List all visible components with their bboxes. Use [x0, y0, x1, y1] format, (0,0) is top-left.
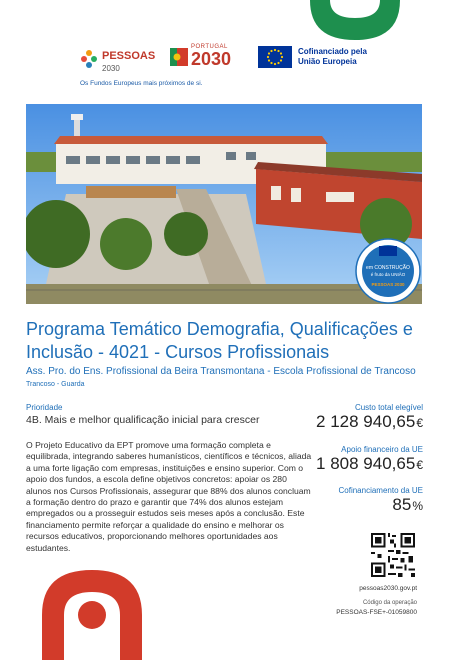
badge-line3: PESSOAS 2030	[371, 282, 405, 287]
eu-support-amount: 1 808 940,65	[316, 454, 416, 473]
portugal-logo-label: PORTUGAL	[191, 44, 228, 50]
eu-cofinancing-label: Cofinanciamento da UE	[338, 486, 423, 495]
pessoas-logo-name: PESSOAS	[102, 50, 156, 62]
portugal-flag-icon	[170, 46, 188, 68]
portugal-logo-year: 2030	[191, 49, 232, 69]
badge-line2: é fruto da UNIÃO	[370, 272, 406, 277]
website-link[interactable]: pessoas2030.gov.pt	[359, 585, 417, 592]
eu-support-label: Apoio financeiro da UE	[341, 445, 423, 454]
eu-flag-icon	[258, 46, 292, 68]
eu-support-currency: €	[416, 458, 423, 472]
tagline: Os Fundos Europeus mais próximos de si.	[80, 80, 203, 87]
operation-code-label: Código da operação	[362, 600, 417, 606]
decorative-green-shape	[300, 0, 410, 50]
eligible-cost-label: Custo total elegível	[354, 403, 423, 412]
pessoas-symbol-icon	[80, 49, 98, 71]
eu-cofinanced-logo	[258, 46, 367, 68]
eligible-cost-currency: €	[416, 416, 423, 430]
eu-cofinancing-value	[392, 495, 423, 515]
operation-code: PESSOAS-FSE+-01059800	[336, 609, 417, 616]
pessoas-logo-year: 2030	[102, 64, 120, 73]
priority-label: Prioridade	[26, 403, 63, 412]
pessoas2030-logo	[80, 46, 155, 73]
page-title: Programa Temático Demografia, Qualificações e Inclusão - 4021 - Cursos Profissionais	[26, 319, 413, 362]
beneficiary: Ass. Pro. do Ens. Profissional da Beira Transmontana - Escola Profissional de Trancoso	[26, 366, 416, 377]
description: O Projeto Educativo da EPT promove uma formação completa e equilibrada, integrando saberes humanísticos, científicos e técnicos, aliada a uma forte ligação com empresas, instituições e ensino superior. Com o apoio dos fundos, a escola define objetivos concretos: apoiar os 280 alunos nos Cursos Profissionais, assegurar que 88% dos alunos concluam a formação dentro do prazo e garantir que 74% dos alunos estejam empregados ou a prosseguir estudos seis meses após a conclusão. Este financiamento permite reforçar a qualidade do ensino e melhorar os recursos educativos, proporcionando melhores oportunidades aos estudantes.	[26, 440, 312, 553]
eu-cofinancing-unit: %	[412, 499, 423, 513]
qr-code[interactable]	[371, 533, 415, 577]
eligible-cost-value	[316, 412, 423, 432]
location: Trancoso - Guarda	[26, 381, 85, 388]
construction-badge	[355, 238, 421, 304]
eu-logo-line2: União Europeia	[298, 57, 357, 66]
portugal2030-logo	[170, 44, 231, 70]
eligible-cost-amount: 2 128 940,65	[316, 412, 416, 431]
eu-support-value	[316, 454, 423, 474]
decorative-red-shape	[32, 560, 152, 660]
priority-text: 4B. Mais e melhor qualificação inicial para crescer	[26, 414, 260, 426]
eu-cofinancing-rate: 85	[392, 495, 412, 514]
eu-logo-line1: Cofinanciado pela	[298, 47, 367, 56]
badge-line1: em CONSTRUÇÃO	[366, 265, 410, 271]
